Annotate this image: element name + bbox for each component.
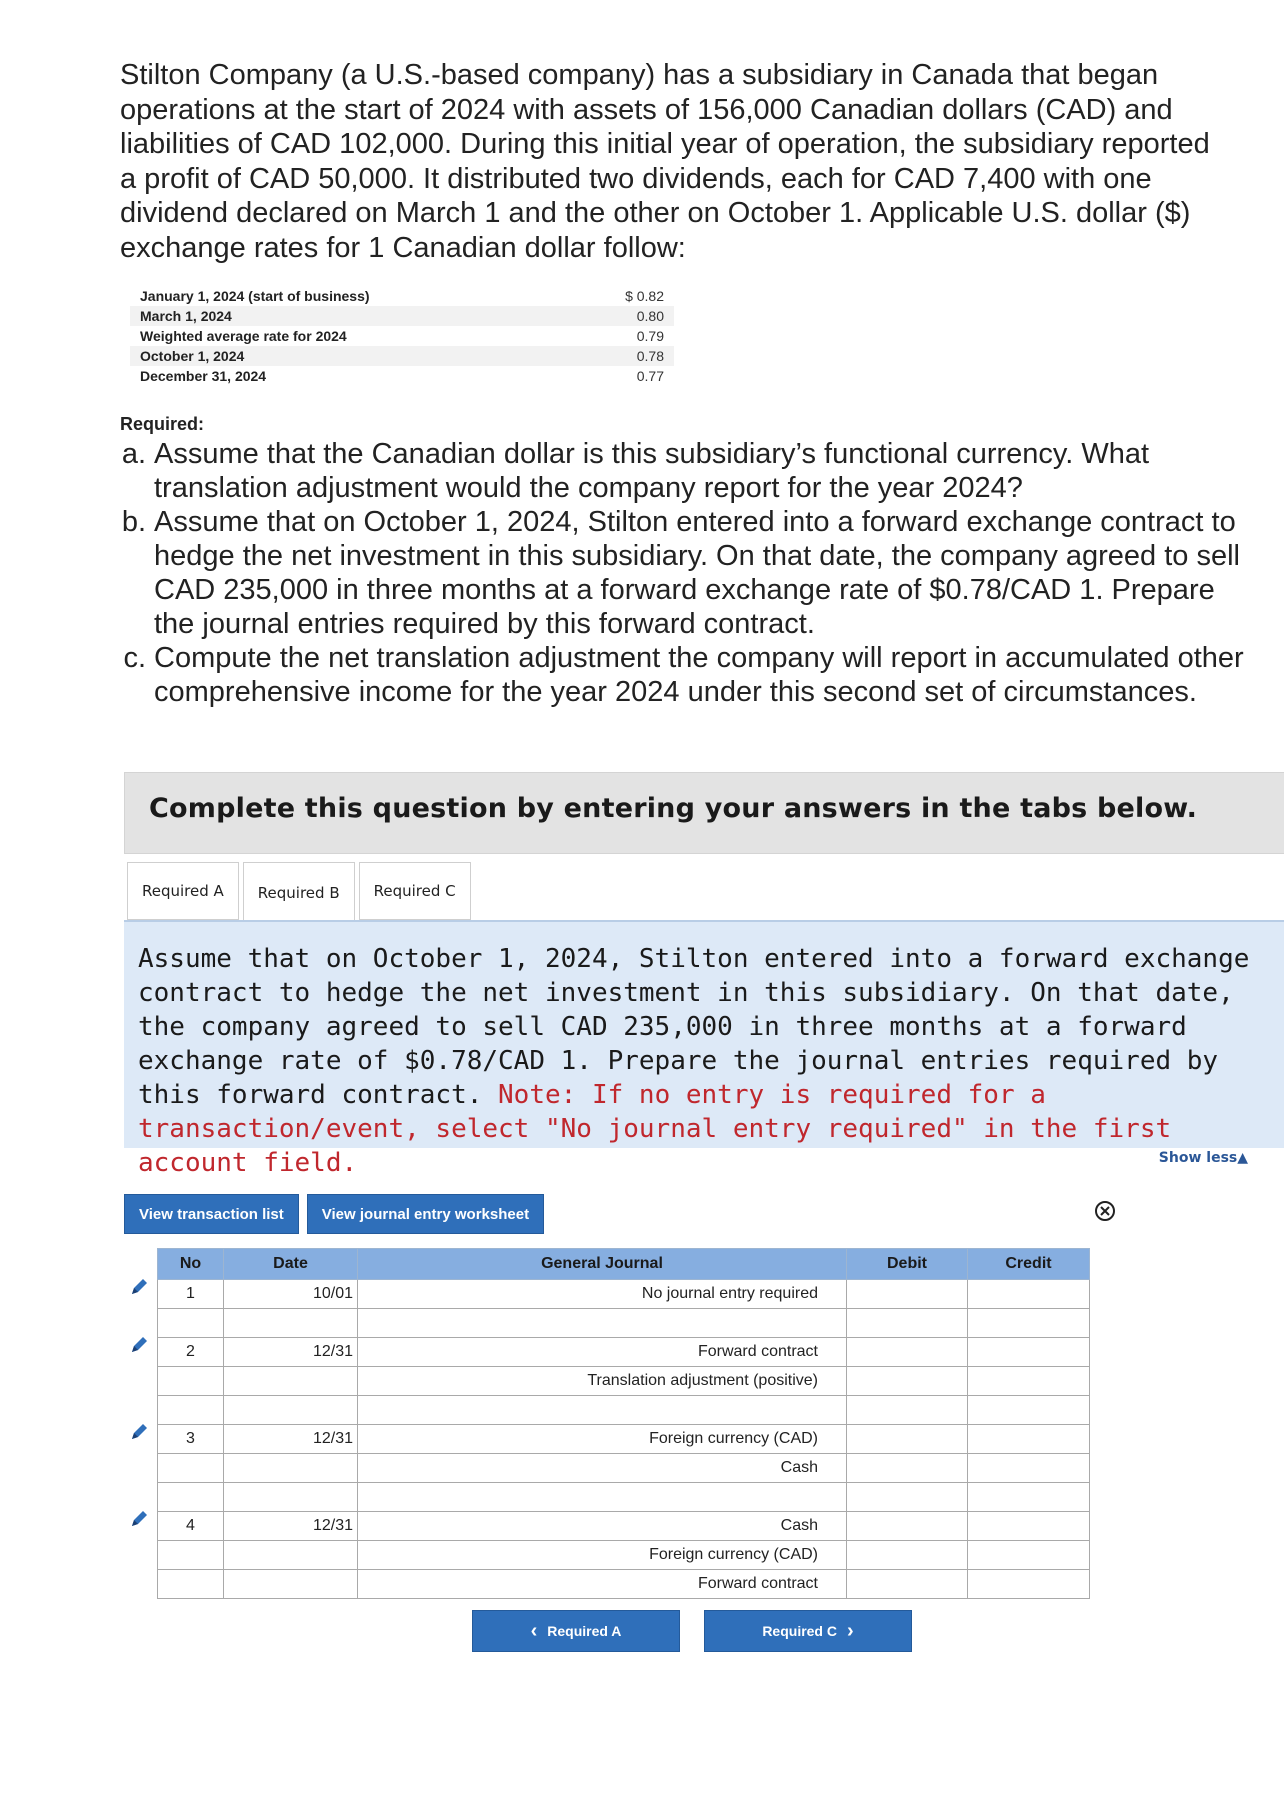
prev-label: Required A — [547, 1623, 622, 1639]
cell-account: Forward contract — [358, 1570, 847, 1599]
pencil-icon[interactable] — [128, 1421, 150, 1443]
cell-account: Forward contract — [358, 1338, 847, 1367]
table-row — [158, 1570, 1090, 1599]
required-item — [100, 641, 1250, 709]
rate-row — [130, 366, 674, 386]
cell-credit — [968, 1570, 1090, 1599]
table-row — [158, 1309, 1090, 1338]
rate-row — [130, 286, 674, 306]
chevron-right-icon: › — [847, 1620, 854, 1642]
rate-value: 0.77 — [636, 368, 664, 384]
view-transaction-list-button[interactable]: View transaction list — [124, 1194, 299, 1234]
cell-no — [158, 1309, 224, 1338]
rate-row — [130, 346, 674, 366]
cell-date: 10/01 — [224, 1280, 358, 1309]
required-letter: a. — [121, 438, 146, 470]
cell-date — [224, 1483, 358, 1512]
cell-debit — [847, 1309, 968, 1338]
cell-credit — [968, 1541, 1090, 1570]
header-no: No — [158, 1249, 224, 1280]
tab-required-a[interactable]: Required A — [127, 862, 239, 920]
tab-required-b[interactable]: Required B — [243, 862, 355, 922]
cell-date — [224, 1309, 358, 1338]
cell-no — [158, 1454, 224, 1483]
table-row — [158, 1280, 1090, 1309]
cell-date — [224, 1454, 358, 1483]
instruction-text: Assume that on October 1, 2024, Stilton entered into a forward exchange contract to hedge the net investment in this subsidiary. On that date, the company agreed to sell CAD 235,000 in three months at a forward exchange rate of $0.78/CAD 1. Prepare the journal entries required by this forward contract. — [138, 944, 1250, 1110]
cell-account: Foreign currency (CAD) — [358, 1425, 847, 1454]
cell-debit — [847, 1454, 968, 1483]
cell-credit — [968, 1512, 1090, 1541]
general-journal-table — [157, 1248, 1090, 1599]
cell-credit — [968, 1367, 1090, 1396]
cell-debit — [847, 1541, 968, 1570]
show-less-link[interactable]: Show less▲ — [1158, 1150, 1248, 1166]
table-row — [158, 1512, 1090, 1541]
cell-account — [358, 1396, 847, 1425]
cell-debit — [847, 1425, 968, 1454]
table-row — [158, 1338, 1090, 1367]
pencil-icon[interactable] — [128, 1276, 150, 1298]
cell-no — [158, 1541, 224, 1570]
cell-debit — [847, 1396, 968, 1425]
next-label: Required C — [762, 1623, 837, 1639]
cell-credit — [968, 1338, 1090, 1367]
rate-label: January 1, 2024 (start of business) — [140, 288, 370, 304]
table-row — [158, 1541, 1090, 1570]
rate-value: 0.80 — [636, 308, 664, 324]
cell-account: Cash — [358, 1512, 847, 1541]
tab-bar — [127, 862, 471, 922]
cell-debit — [847, 1367, 968, 1396]
cell-no: 1 — [158, 1280, 224, 1309]
problem-statement: Stilton Company (a U.S.-based company) has a subsidiary in Canada that began operations at the start of 2024 with assets of 156,000 Canadian dollars (CAD) and liabilities of CAD 102,000. During this initial year of operation, the subsidiary reported a profit of CAD 50,000. It distributed two dividends, each for CAD 7,400 with one dividend declared on March 1 and the other on October 1. Applicable U.S. dollar ($) exchange rates for 1 Canadian dollar follow: — [120, 59, 1210, 264]
required-letter: c. — [123, 642, 146, 674]
cell-credit — [968, 1483, 1090, 1512]
rate-row — [130, 326, 674, 346]
cell-date — [224, 1570, 358, 1599]
cell-account — [358, 1483, 847, 1512]
table-row — [158, 1454, 1090, 1483]
rate-label: December 31, 2024 — [140, 368, 267, 384]
cell-no: 4 — [158, 1512, 224, 1541]
cell-debit — [847, 1483, 968, 1512]
required-text: Assume that on October 1, 2024, Stilton entered into a forward exchange contract to hedge the net investment in this subsidiary. On that date, the company agreed to sell CAD 235,000 in three months at a forward exchange rate of $0.78/CAD 1. Prepare the journal entries required by this forward contract. — [154, 506, 1240, 640]
cell-no — [158, 1367, 224, 1396]
cell-account: Translation adjustment (positive) — [358, 1367, 847, 1396]
rate-label: Weighted average rate for 2024 — [140, 328, 347, 344]
rate-row — [130, 306, 674, 326]
table-row — [158, 1425, 1090, 1454]
exchange-rate-table — [130, 286, 674, 386]
cell-debit — [847, 1338, 968, 1367]
cell-no: 3 — [158, 1425, 224, 1454]
rate-label: October 1, 2024 — [140, 348, 245, 364]
worksheet-buttons — [124, 1194, 544, 1234]
cell-debit — [847, 1512, 968, 1541]
complete-banner — [124, 772, 1284, 854]
cell-account: Foreign currency (CAD) — [358, 1541, 847, 1570]
prev-required-a-button[interactable] — [472, 1610, 680, 1652]
rate-label: March 1, 2024 — [140, 308, 232, 324]
cell-credit — [968, 1280, 1090, 1309]
required-item — [100, 505, 1250, 641]
panel-instructions — [138, 942, 1278, 1180]
header-debit: Debit — [847, 1249, 968, 1280]
cell-date: 12/31 — [224, 1512, 358, 1541]
cell-debit — [847, 1280, 968, 1309]
cell-no: 2 — [158, 1338, 224, 1367]
view-journal-worksheet-button[interactable]: View journal entry worksheet — [307, 1194, 544, 1234]
cell-credit — [968, 1309, 1090, 1338]
cell-account: Cash — [358, 1454, 847, 1483]
rate-value: 0.79 — [636, 328, 664, 344]
next-required-c-button[interactable] — [704, 1610, 912, 1652]
cell-date — [224, 1541, 358, 1570]
required-text: Compute the net translation adjustment the company will report in accumulated other comprehensive income for the year 2024 under this second set of circumstances. — [154, 642, 1244, 708]
header-credit: Credit — [968, 1249, 1090, 1280]
cell-no — [158, 1483, 224, 1512]
table-row — [158, 1396, 1090, 1425]
table-row — [158, 1367, 1090, 1396]
note-text: Note: If no entry is required for a transaction/event, select "No journal entry required" in the first account field. — [138, 1080, 1172, 1178]
required-text: Assume that the Canadian dollar is this subsidiary’s functional currency. What translation adjustment would the company report for the year 2024? — [154, 438, 1150, 504]
cell-account — [358, 1309, 847, 1338]
cell-date: 12/31 — [224, 1338, 358, 1367]
rate-value: 0.78 — [636, 348, 664, 364]
header-date: Date — [224, 1249, 358, 1280]
cell-no — [158, 1396, 224, 1425]
chevron-left-icon: ‹ — [530, 1620, 538, 1642]
cell-credit — [968, 1425, 1090, 1454]
close-icon[interactable] — [1094, 1200, 1116, 1222]
required-heading: Required: — [120, 414, 205, 434]
cell-date — [224, 1367, 358, 1396]
table-row — [158, 1483, 1090, 1512]
tab-required-c[interactable]: Required C — [359, 862, 471, 920]
pencil-icon[interactable] — [128, 1508, 150, 1530]
cell-date: 12/31 — [224, 1425, 358, 1454]
required-list — [100, 437, 1250, 709]
required-letter: b. — [121, 506, 146, 538]
required-item — [100, 437, 1250, 505]
cell-no — [158, 1570, 224, 1599]
cell-credit — [968, 1396, 1090, 1425]
rate-value: $ 0.82 — [625, 288, 664, 304]
cell-account: No journal entry required — [358, 1280, 847, 1309]
complete-banner-text: Complete this question by entering your answers in the tabs below. — [149, 793, 1198, 824]
header-general-journal: General Journal — [358, 1249, 847, 1280]
cell-date — [224, 1396, 358, 1425]
cell-debit — [847, 1570, 968, 1599]
table-header-row — [158, 1249, 1090, 1280]
pencil-icon[interactable] — [128, 1334, 150, 1356]
cell-credit — [968, 1454, 1090, 1483]
